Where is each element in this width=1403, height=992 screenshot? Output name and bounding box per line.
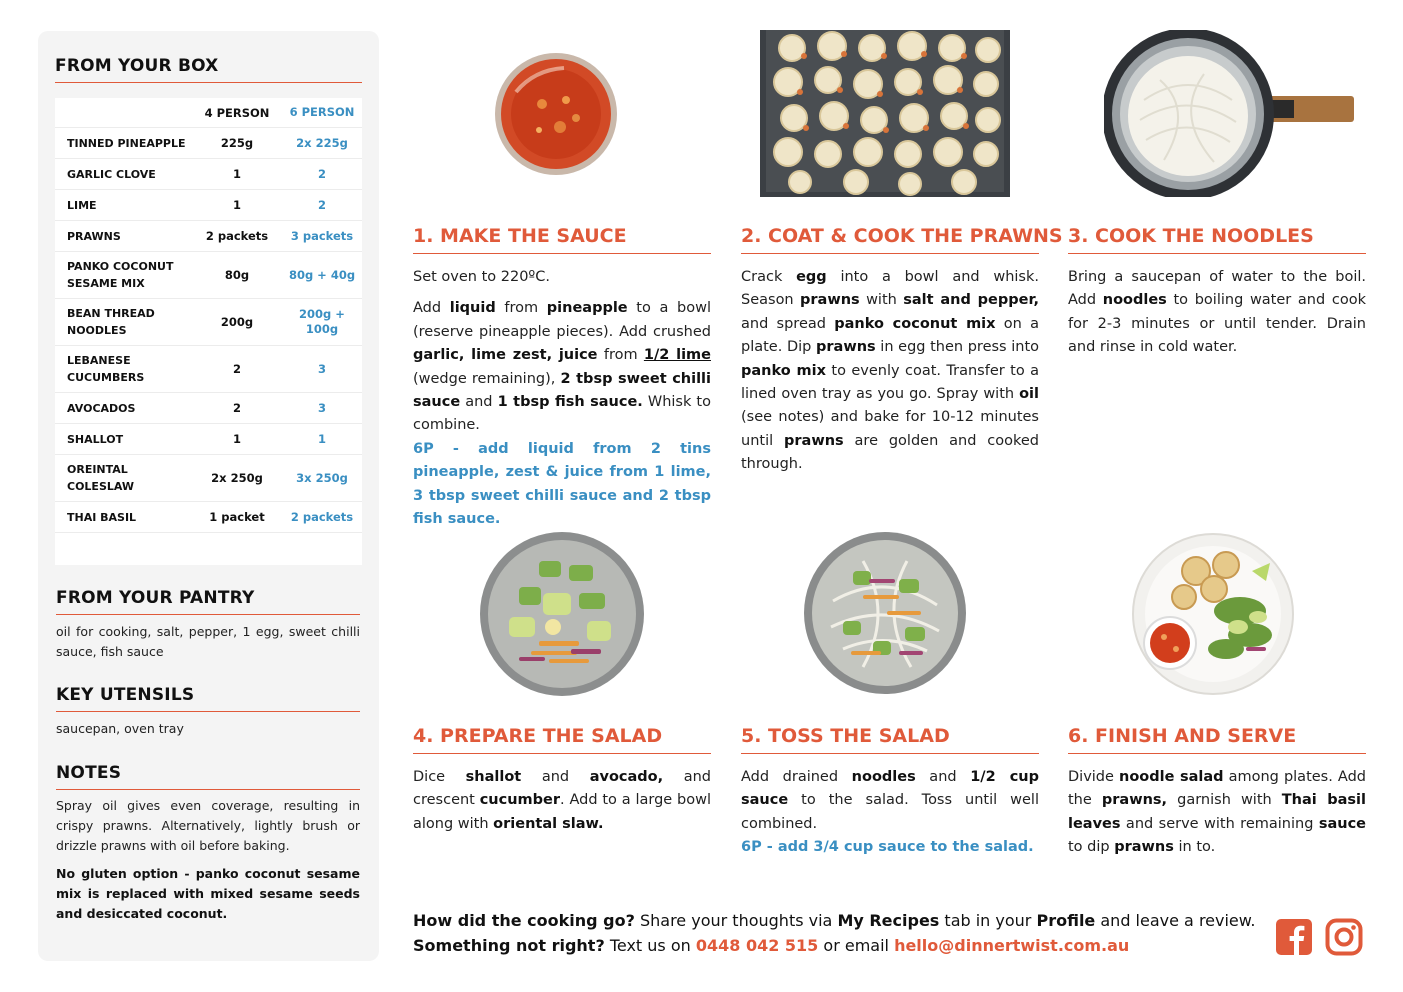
table-row xyxy=(55,159,362,190)
divider xyxy=(56,711,360,712)
table-row xyxy=(55,221,362,252)
noodles-strainer-photo xyxy=(1104,30,1356,197)
prawn-tray-photo xyxy=(760,30,1010,197)
divider xyxy=(55,82,362,83)
ingredient-name: LEBANESE CUCUMBERS xyxy=(67,354,145,384)
ingredient-name: OREINTAL COLESLAW xyxy=(67,463,135,493)
step-1-title: 1. MAKE THE SAUCE xyxy=(413,225,627,247)
qty-6p: 3 xyxy=(317,361,326,376)
step-4-title: 4. PREPARE THE SALAD xyxy=(413,725,663,747)
from-your-box-title: FROM YOUR BOX xyxy=(55,56,219,76)
divider xyxy=(56,789,360,790)
qty-4p: 2x 250g xyxy=(211,471,263,485)
ingredient-name: LIME xyxy=(67,198,97,212)
table-row xyxy=(55,128,362,159)
qty-4p: 225g xyxy=(220,136,254,150)
qty-4p: 1 xyxy=(232,167,241,181)
review-line: How did the cooking go? Share your thoughts via My Recipes tab in your Profile and leave a review. xyxy=(413,911,1256,930)
oven-temp-text: Set oven to 220ºC. xyxy=(413,269,550,285)
step-4-instructions: Dice shallot and avocado, and crescent cucumber. Add to a large bowl along with oriental slaw. xyxy=(413,769,712,832)
pantry-text: oil for cooking, salt, pepper, 1 egg, sweet chilli sauce, fish sauce xyxy=(56,624,360,659)
ingredients-table xyxy=(55,98,362,565)
divider xyxy=(56,614,360,615)
step-5-instructions: Add drained noodles and 1/2 cup sauce to the salad. Toss until well combined. 6P - add 3/4 cup sauce to the salad. xyxy=(741,766,1039,860)
qty-6p: 3 xyxy=(317,400,326,415)
table-row xyxy=(55,393,362,424)
tossed-salad-photo xyxy=(803,531,967,695)
phone-link[interactable]: 0448 042 515 xyxy=(695,936,819,955)
table-row xyxy=(55,190,362,221)
table-header xyxy=(55,98,362,128)
ingredient-name: AVOCADOS xyxy=(67,401,136,415)
facebook-icon[interactable] xyxy=(1275,918,1313,956)
qty-4p: 1 xyxy=(232,198,241,212)
ingredients-sidebar xyxy=(38,31,379,961)
from-your-pantry-title: FROM YOUR PANTRY xyxy=(56,588,255,608)
step-2-instructions: Crack egg into a bowl and whisk. Season prawns with salt and pepper, and spread panko coconut mix on a plate. Dip prawns in egg then press into panko mix to evenly coat. Transfer to a lined oven tray as you go. Spray with oil (see notes) and bake for 10-12 minutes until prawns are golden and cooked through. xyxy=(741,269,1040,473)
divider xyxy=(1068,753,1366,754)
sauce-bowl-photo xyxy=(494,52,618,176)
qty-6p: 3x 250g xyxy=(296,470,348,485)
qty-6p: 80g + 40g xyxy=(288,267,356,282)
qty-6p: 2 xyxy=(317,197,326,212)
six-person-tip: 6P - add liquid from 2 tins pineapple, zest & juice from 1 lime, 3 tbsp sweet chilli sauce and 2 tbsp fish sauce. xyxy=(413,440,711,528)
qty-4p: 2 xyxy=(232,362,241,376)
step-6-instructions: Divide noodle salad among plates. Add the prawns, garnish with Thai basil leaves and serve with remaining sauce to dip prawns in to. xyxy=(1068,769,1366,856)
ingredient-name: BEAN THREAD NOODLES xyxy=(67,307,155,337)
ingredient-name: SHALLOT xyxy=(67,432,124,446)
gluten-free-note: No gluten option - panko coconut sesame mix is replaced with mixed sesame seeds and desiccated coconut. xyxy=(56,866,360,921)
email-link[interactable]: hello@dinnertwist.com.au xyxy=(894,936,1130,955)
qty-4p: 1 xyxy=(232,432,241,446)
qty-4p: 80g xyxy=(224,268,250,282)
step-6-title: 6. FINISH AND SERVE xyxy=(1068,725,1297,747)
qty-6p: 2 xyxy=(317,166,326,181)
table-row xyxy=(55,502,362,533)
table-row xyxy=(55,424,362,455)
qty-4p: 200g xyxy=(220,315,254,329)
qty-6p: 3 packets xyxy=(290,228,354,243)
step-5-title: 5. TOSS THE SALAD xyxy=(741,725,950,747)
step-2-title: 2. COAT & COOK THE PRAWNS xyxy=(741,225,1063,247)
ingredient-name: GARLIC CLOVE xyxy=(67,167,156,181)
step-3-title: 3. COOK THE NOODLES xyxy=(1068,225,1314,247)
qty-6p: 1 xyxy=(317,431,326,446)
notes-text: Spray oil gives even coverage, resulting in crispy prawns. Alternatively, lightly brush or drizzle prawns with oil before baking. xyxy=(56,798,360,853)
step-1-instructions xyxy=(413,266,711,531)
final-plate-photo xyxy=(1130,531,1296,697)
table-row xyxy=(55,252,362,299)
qty-6p: 2x 225g xyxy=(296,135,348,150)
instagram-icon[interactable] xyxy=(1325,918,1363,956)
table-row xyxy=(55,455,362,502)
sauce-paragraph: Add liquid from pineapple to a bowl (reserve pineapple pieces). Add crushed garlic, lime zest, juice from 1/2 lime (wedge remaining), 2 tbsp sweet chilli sauce and 1 tbsp fish sauce. Whisk to combine. xyxy=(413,300,711,434)
qty-4p: 1 packet xyxy=(209,510,265,524)
feedback-footer xyxy=(413,908,1256,958)
ingredient-name: PRAWNS xyxy=(67,229,121,243)
divider xyxy=(413,753,711,754)
qty-4p: 2 xyxy=(232,401,241,415)
qty-6p: 2 packets xyxy=(290,509,354,524)
divider xyxy=(741,753,1039,754)
qty-4p: 2 packets xyxy=(205,229,269,243)
key-utensils-title: KEY UTENSILS xyxy=(56,685,195,705)
ingredient-name: PANKO COCONUT SESAME MIX xyxy=(67,260,174,290)
utensils-text: saucepan, oven tray xyxy=(56,721,184,736)
header-4-person: 4 PERSON xyxy=(204,105,270,120)
divider xyxy=(741,253,1039,254)
prepared-salad-photo xyxy=(479,531,645,697)
table-row xyxy=(55,299,362,346)
table-row xyxy=(55,346,362,393)
header-6-person: 6 PERSON xyxy=(289,105,355,119)
qty-6p: 200g + 100g xyxy=(299,307,345,336)
step-3-instructions: Bring a saucepan of water to the boil. Add noodles to boiling water and cook for 2-3 minutes or until tender. Drain and rinse in cold water. xyxy=(1068,269,1366,356)
six-person-tip: 6P - add 3/4 cup sauce to the salad. xyxy=(741,839,1034,856)
notes-title: NOTES xyxy=(56,763,122,783)
divider xyxy=(413,253,711,254)
ingredient-name: THAI BASIL xyxy=(67,510,137,524)
contact-line: Something not right? Text us on 0448 042 515 or email hello@dinnertwist.com.au xyxy=(413,936,1130,955)
divider xyxy=(1068,253,1366,254)
ingredient-name: TINNED PINEAPPLE xyxy=(67,136,186,150)
